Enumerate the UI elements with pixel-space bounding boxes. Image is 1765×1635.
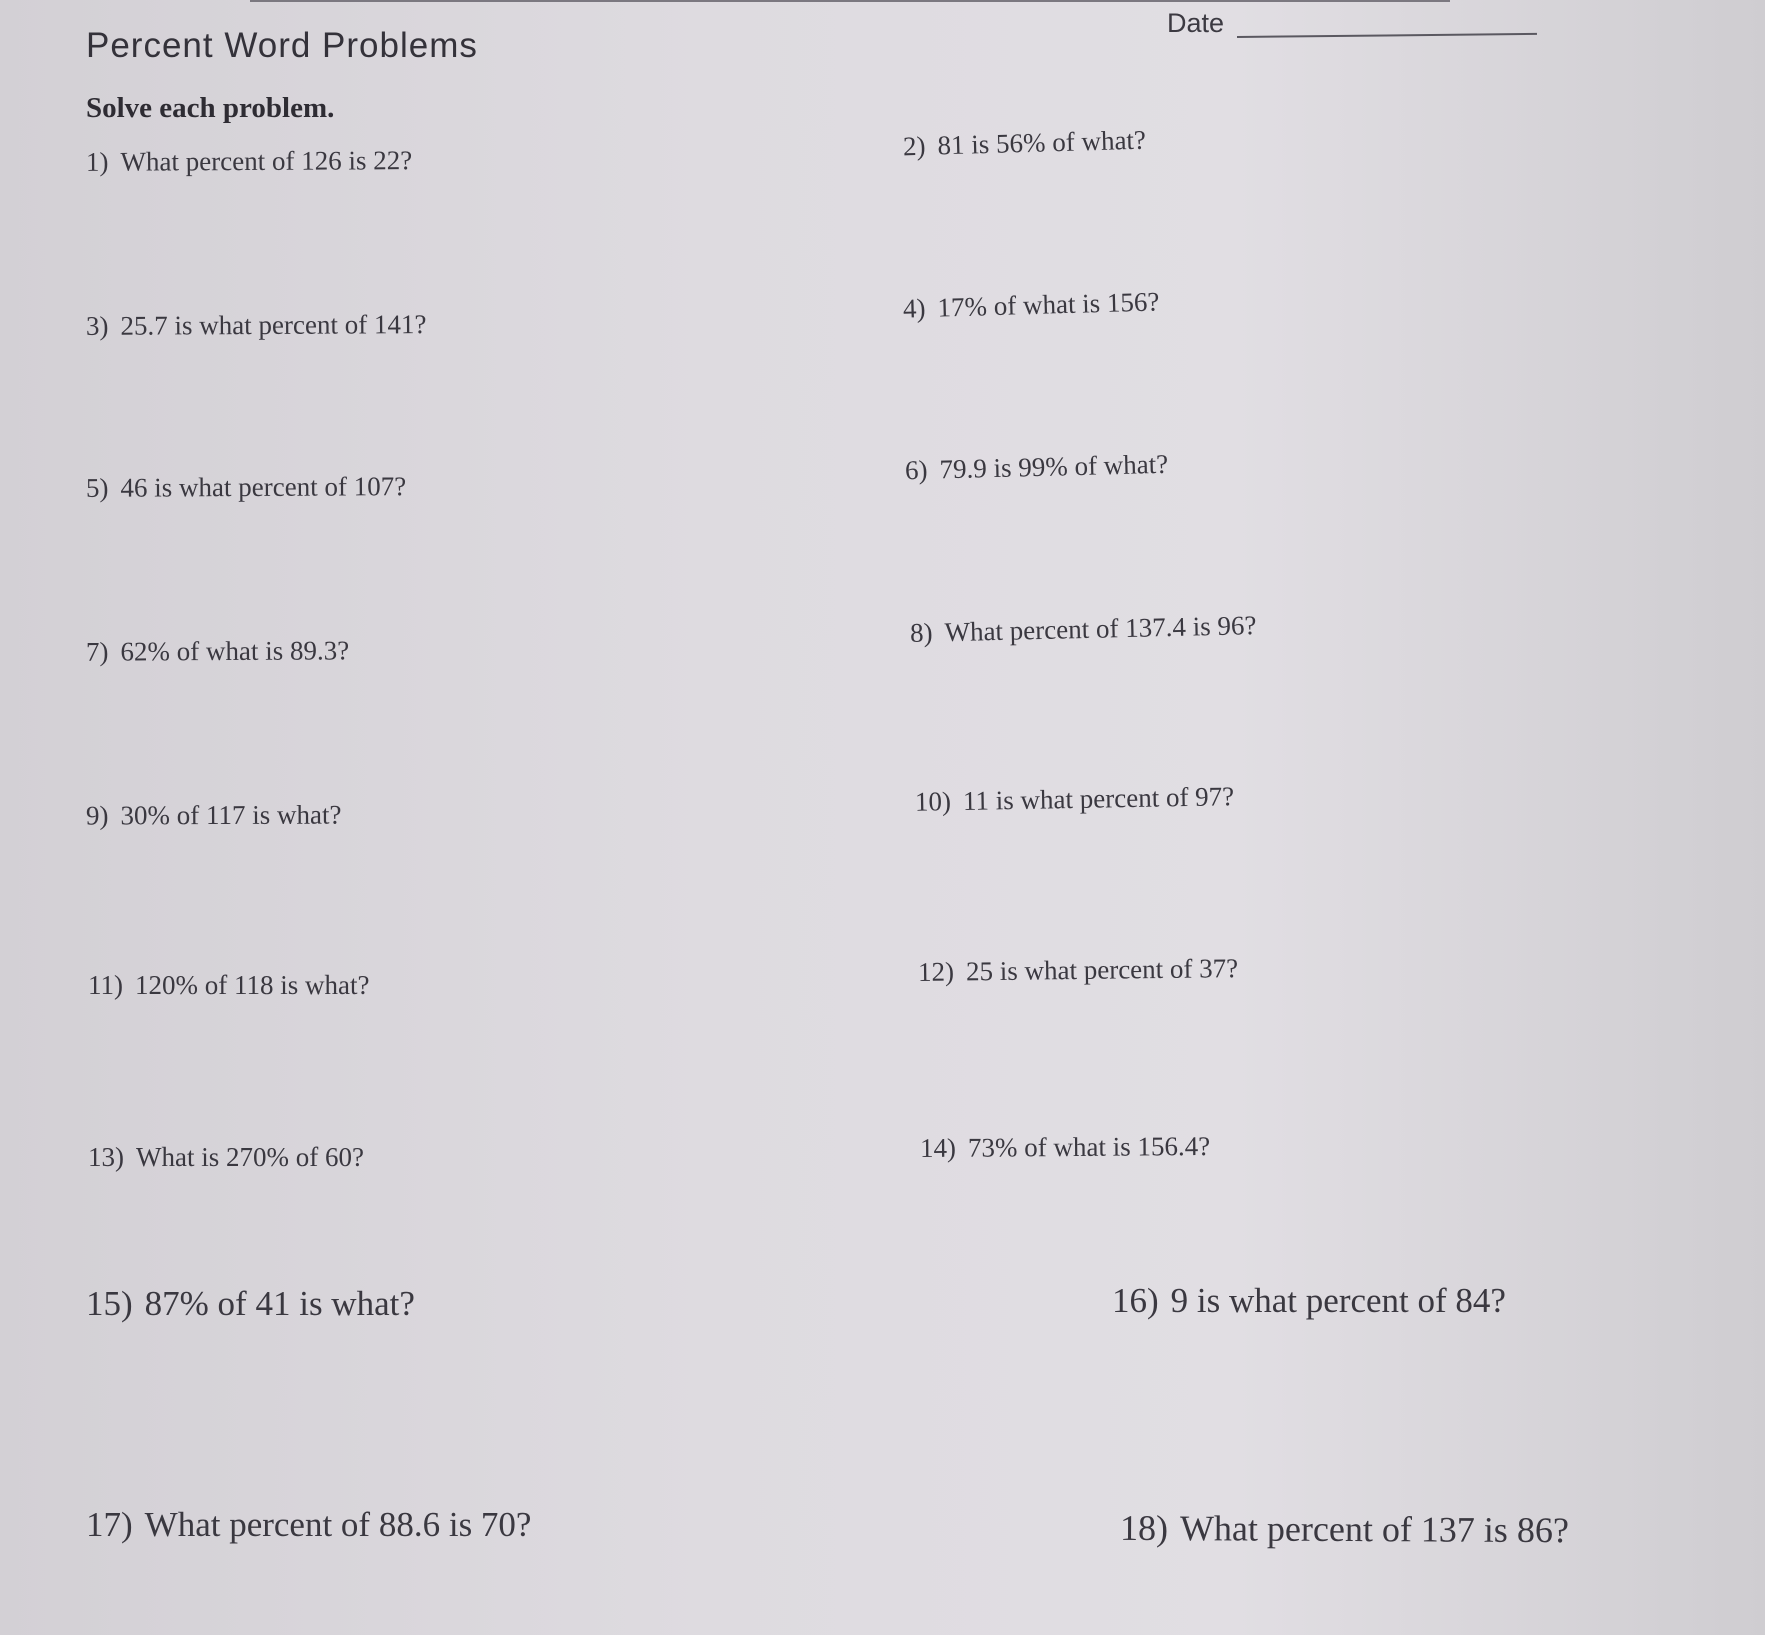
problem-text: What is 270% of 60? xyxy=(136,1142,364,1172)
problem-number: 13) xyxy=(88,1142,124,1172)
problem-11 xyxy=(88,970,369,1001)
problem-text: 17% of what is 156? xyxy=(937,286,1160,323)
problem-text: 73% of what is 156.4? xyxy=(967,1130,1211,1163)
top-edge-rule xyxy=(250,0,1450,2)
problem-8 xyxy=(910,610,1257,649)
problem-14 xyxy=(920,1131,1210,1164)
problem-16 xyxy=(1112,1281,1506,1321)
problem-9 xyxy=(86,800,342,832)
problem-text: 79.9 is 99% of what? xyxy=(939,448,1169,485)
problem-7 xyxy=(86,635,349,667)
problem-15 xyxy=(86,1284,415,1324)
problem-4 xyxy=(903,286,1160,324)
problem-text: What percent of 88.6 is 70? xyxy=(144,1505,532,1544)
problem-number: 14) xyxy=(919,1132,957,1164)
problem-text: 81 is 56% of what? xyxy=(937,124,1147,161)
problem-text: What percent of 126 is 22? xyxy=(120,145,413,177)
problem-12 xyxy=(918,953,1239,988)
problem-text: 9 is what percent of 84? xyxy=(1170,1281,1506,1320)
problem-18 xyxy=(1120,1507,1569,1551)
problem-number: 11) xyxy=(88,970,123,1000)
problem-number: 2) xyxy=(902,130,926,162)
problem-text: 87% of 41 is what? xyxy=(144,1284,415,1323)
problem-number: 10) xyxy=(914,786,952,817)
problem-text: 25 is what percent of 37? xyxy=(965,953,1239,987)
problem-text: What percent of 137 is 86? xyxy=(1179,1508,1569,1551)
problem-number: 12) xyxy=(917,956,955,987)
problem-number: 9) xyxy=(85,800,109,831)
problem-1 xyxy=(86,145,412,178)
problem-text: 62% of what is 89.3? xyxy=(120,635,350,667)
problem-number: 15) xyxy=(86,1284,133,1323)
problem-number: 8) xyxy=(909,617,933,648)
problem-number: 7) xyxy=(85,636,109,667)
problem-number: 1) xyxy=(85,146,109,177)
problem-13 xyxy=(88,1142,364,1173)
problem-text: 120% of 118 is what? xyxy=(135,970,370,1000)
problem-text: 11 is what percent of 97? xyxy=(962,781,1235,816)
problem-text: 30% of 117 is what? xyxy=(120,799,342,831)
problem-text: What percent of 137.4 is 96? xyxy=(944,610,1257,648)
problem-2 xyxy=(903,125,1147,163)
problem-number: 6) xyxy=(904,454,928,486)
problem-text: 46 is what percent of 107? xyxy=(120,471,407,503)
worksheet-title: Percent Word Problems xyxy=(86,26,478,65)
problem-number: 17) xyxy=(86,1505,133,1544)
problem-number: 3) xyxy=(85,310,109,341)
problem-3 xyxy=(86,309,427,342)
date-label: Date xyxy=(1167,8,1225,38)
problem-17 xyxy=(86,1505,531,1545)
problem-number: 5) xyxy=(85,472,109,503)
date-fill-line xyxy=(1237,33,1537,38)
problem-10 xyxy=(915,781,1235,818)
problem-number: 4) xyxy=(902,292,926,324)
problem-6 xyxy=(905,449,1169,486)
problem-text: 25.7 is what percent of 141? xyxy=(120,309,427,341)
problem-number: 16) xyxy=(1112,1281,1159,1320)
problem-5 xyxy=(86,471,406,504)
instructions: Solve each problem. xyxy=(86,92,335,124)
problem-number: 18) xyxy=(1119,1507,1169,1549)
